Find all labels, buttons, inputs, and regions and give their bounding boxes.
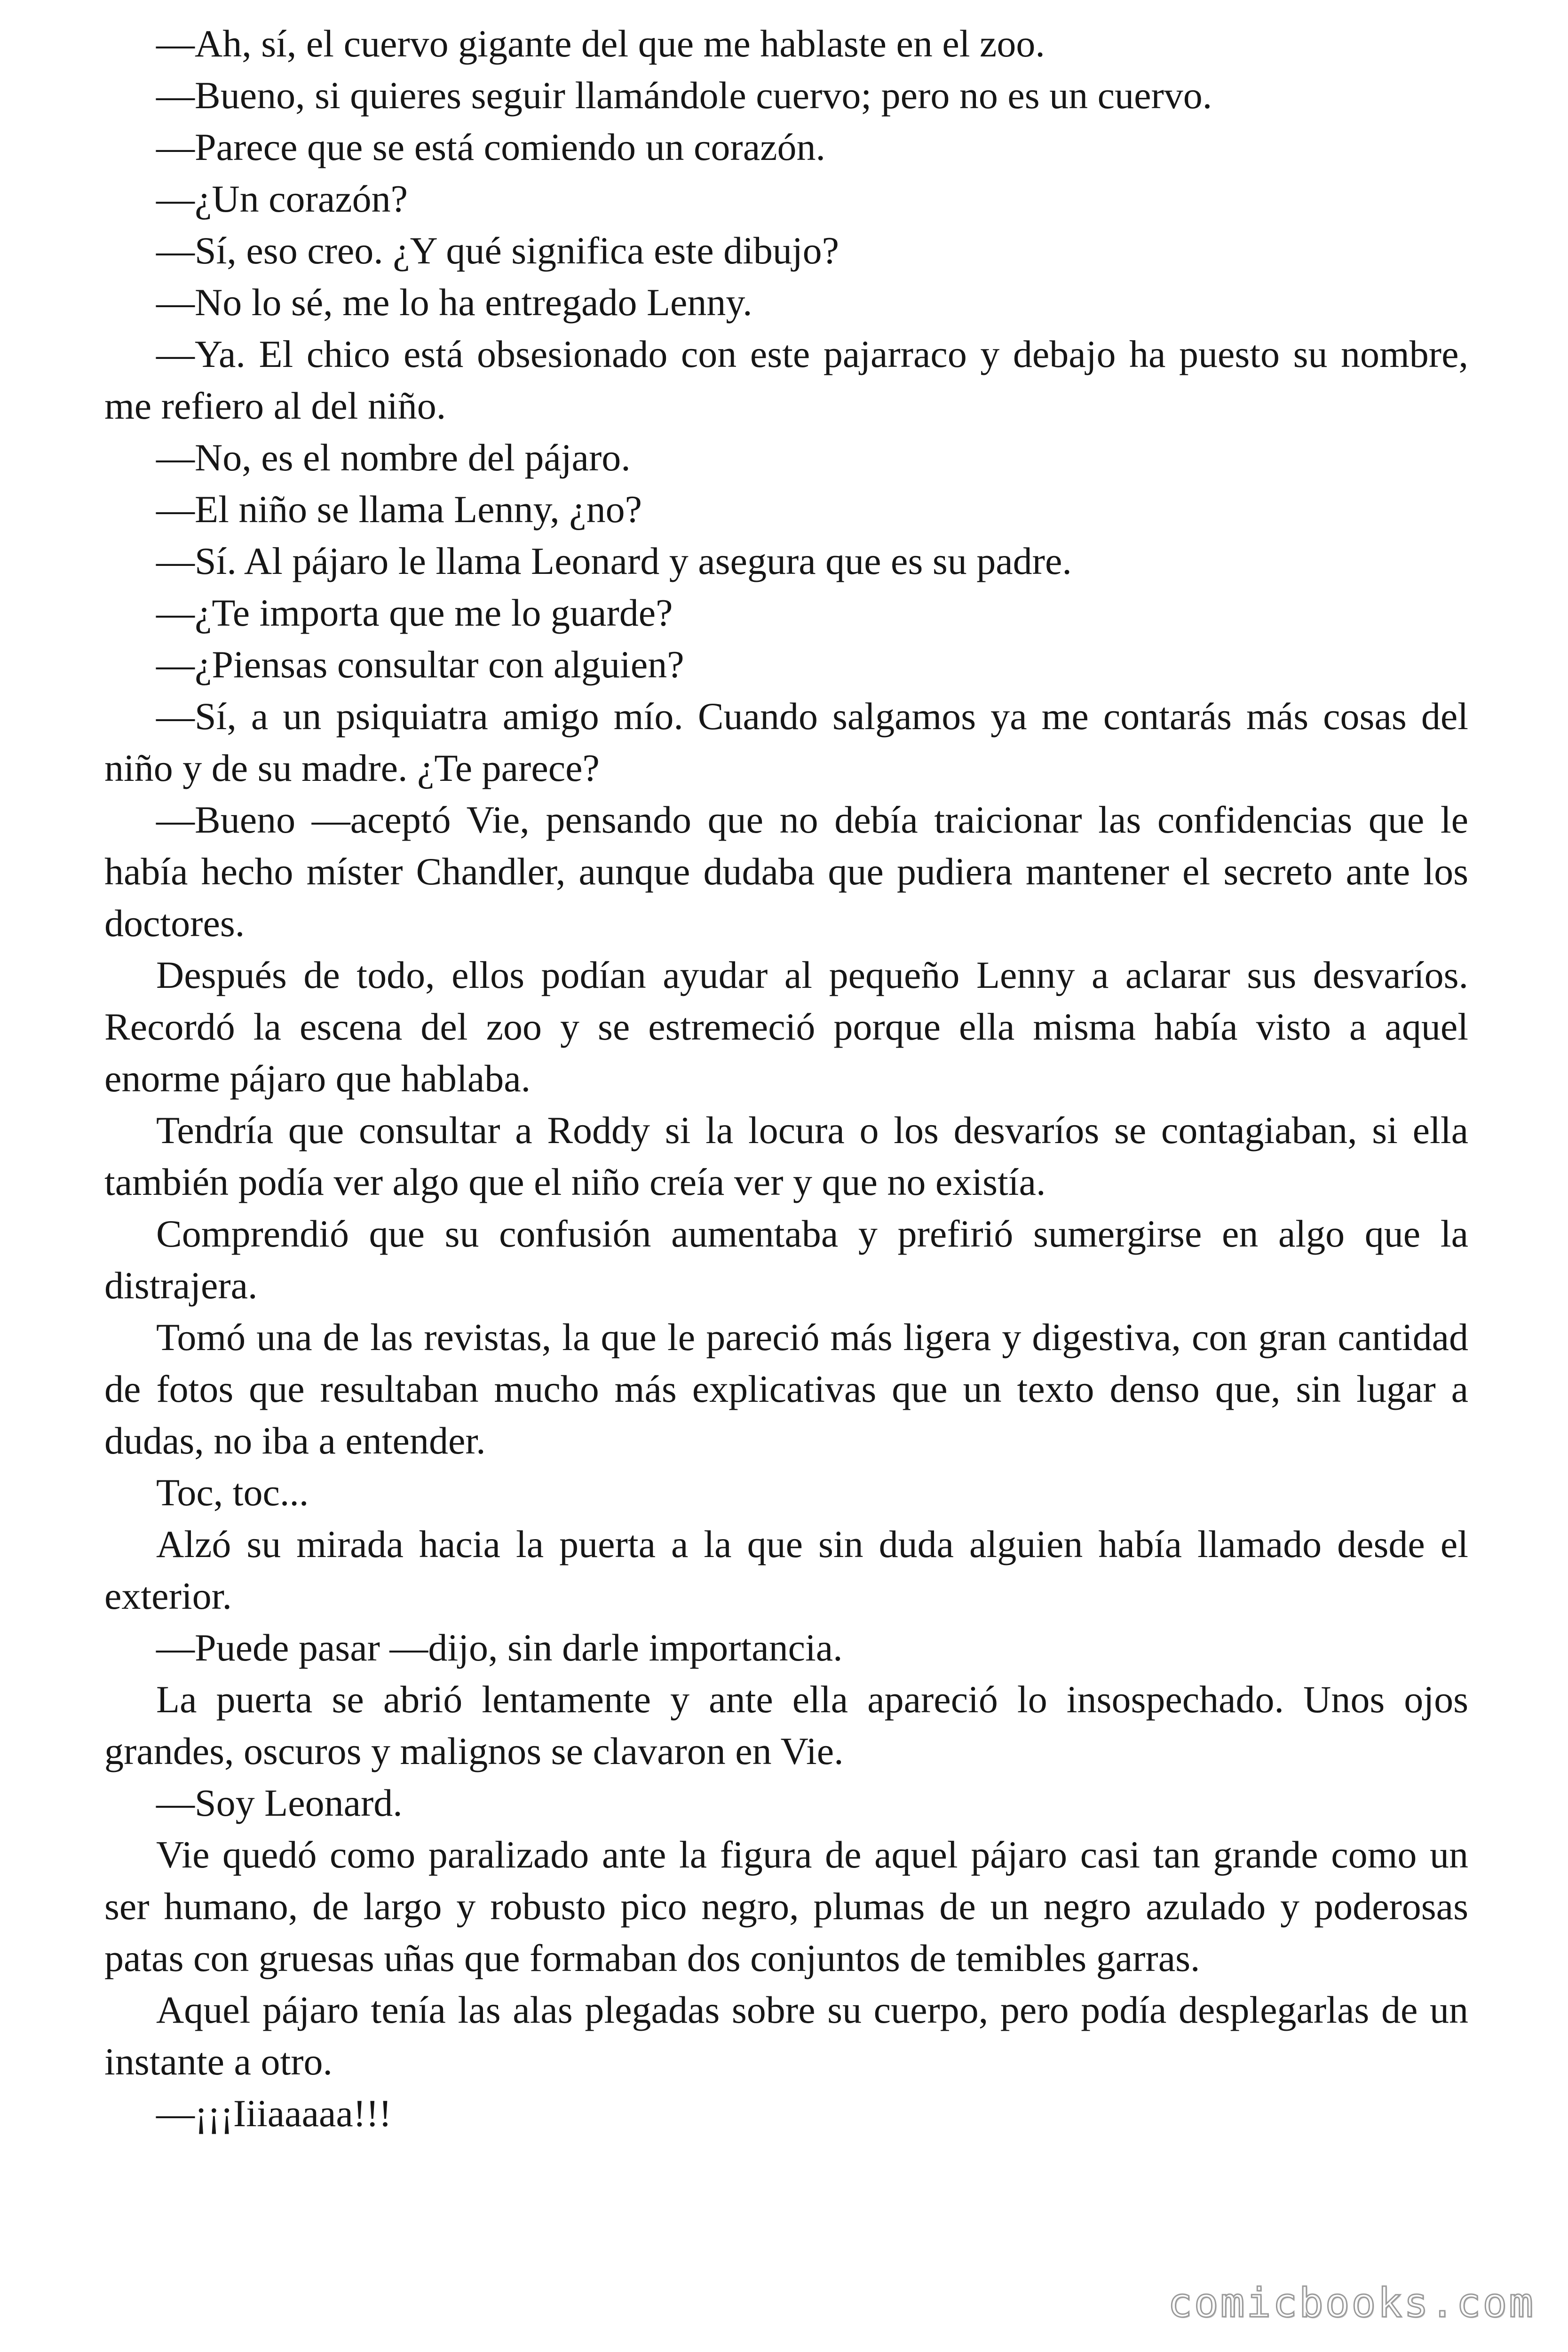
paragraph: —Sí, eso creo. ¿Y qué significa este dibujo? (156, 229, 839, 272)
paragraph: —Parece que se está comiendo un corazón. (156, 126, 826, 168)
paragraph: —¡¡¡Iiiaaaaa!!! (156, 2092, 392, 2135)
paragraph: —Soy Leonard. (156, 1781, 403, 1824)
paragraph: —Sí, a un psiquiatra amigo mío. Cuando salgamos ya me contarás más cosas del niño y de su madre. ¿Te parece? (104, 695, 1468, 789)
paragraph: Tomó una de las revistas, la que le pareció más ligera y digestiva, con gran cantidad de fotos que resultaban mucho más explicativas que un texto denso que, sin lugar a dudas, no iba a entender. (104, 1316, 1468, 1462)
paragraph: —No, es el nombre del pájaro. (156, 436, 631, 479)
paragraph: —Puede pasar —dijo, sin darle importancia. (156, 1626, 843, 1669)
site-watermark: comicbooks.com (1168, 2280, 1535, 2327)
paragraph: —Bueno, si quieres seguir llamándole cuervo; pero no es un cuervo. (156, 74, 1212, 117)
paragraph: Vie quedó como paralizado ante la figura de aquel pájaro casi tan grande como un ser humano, de largo y robusto pico negro, plumas de un negro azulado y poderosas patas con gruesas uñas que formaban dos conjuntos de temibles garras. (104, 1833, 1468, 1979)
paragraph: —¿Un corazón? (156, 177, 408, 220)
paragraph: —Ya. El chico está obsesionado con este pajarraco y debajo ha puesto su nombre, me refiero al del niño. (104, 333, 1468, 427)
body-text (104, 18, 1468, 2139)
paragraph: —Bueno —aceptó Vie, pensando que no debía traicionar las confidencias que le había hecho míster Chandler, aunque dudaba que pudiera mantener el secreto ante los doctores. (104, 798, 1468, 945)
paragraph: Toc, toc... (156, 1471, 309, 1514)
paragraph: —Sí. Al pájaro le llama Leonard y asegura que es su padre. (156, 540, 1072, 582)
paragraph: —El niño se llama Lenny, ¿no? (156, 488, 642, 531)
paragraph: Aquel pájaro tenía las alas plegadas sobre su cuerpo, pero podía desplegarlas de un instante a otro. (104, 1988, 1468, 2083)
paragraph: —¿Te importa que me lo guarde? (156, 591, 673, 634)
paragraph: La puerta se abrió lentamente y ante ella apareció lo insospechado. Unos ojos grandes, oscuros y malignos se clavaron en Vie. (104, 1678, 1468, 1772)
paragraph: Comprendió que su confusión aumentaba y prefirió sumergirse en algo que la distrajera. (104, 1212, 1468, 1307)
paragraph: —Ah, sí, el cuervo gigante del que me hablaste en el zoo. (156, 22, 1045, 65)
paragraph: Tendría que consultar a Roddy si la locura o los desvaríos se contagiaban, si ella también podía ver algo que el niño creía ver y que no existía. (104, 1109, 1468, 1203)
paragraph: Después de todo, ellos podían ayudar al pequeño Lenny a aclarar sus desvaríos. Recordó la escena del zoo y se estremeció porque ella misma había visto a aquel enorme pájaro que hablaba. (104, 954, 1468, 1100)
paragraph: —¿Piensas consultar con alguien? (156, 643, 684, 686)
paragraph: Alzó su mirada hacia la puerta a la que sin duda alguien había llamado desde el exterior. (104, 1523, 1468, 1617)
paragraph: —No lo sé, me lo ha entregado Lenny. (156, 281, 752, 324)
